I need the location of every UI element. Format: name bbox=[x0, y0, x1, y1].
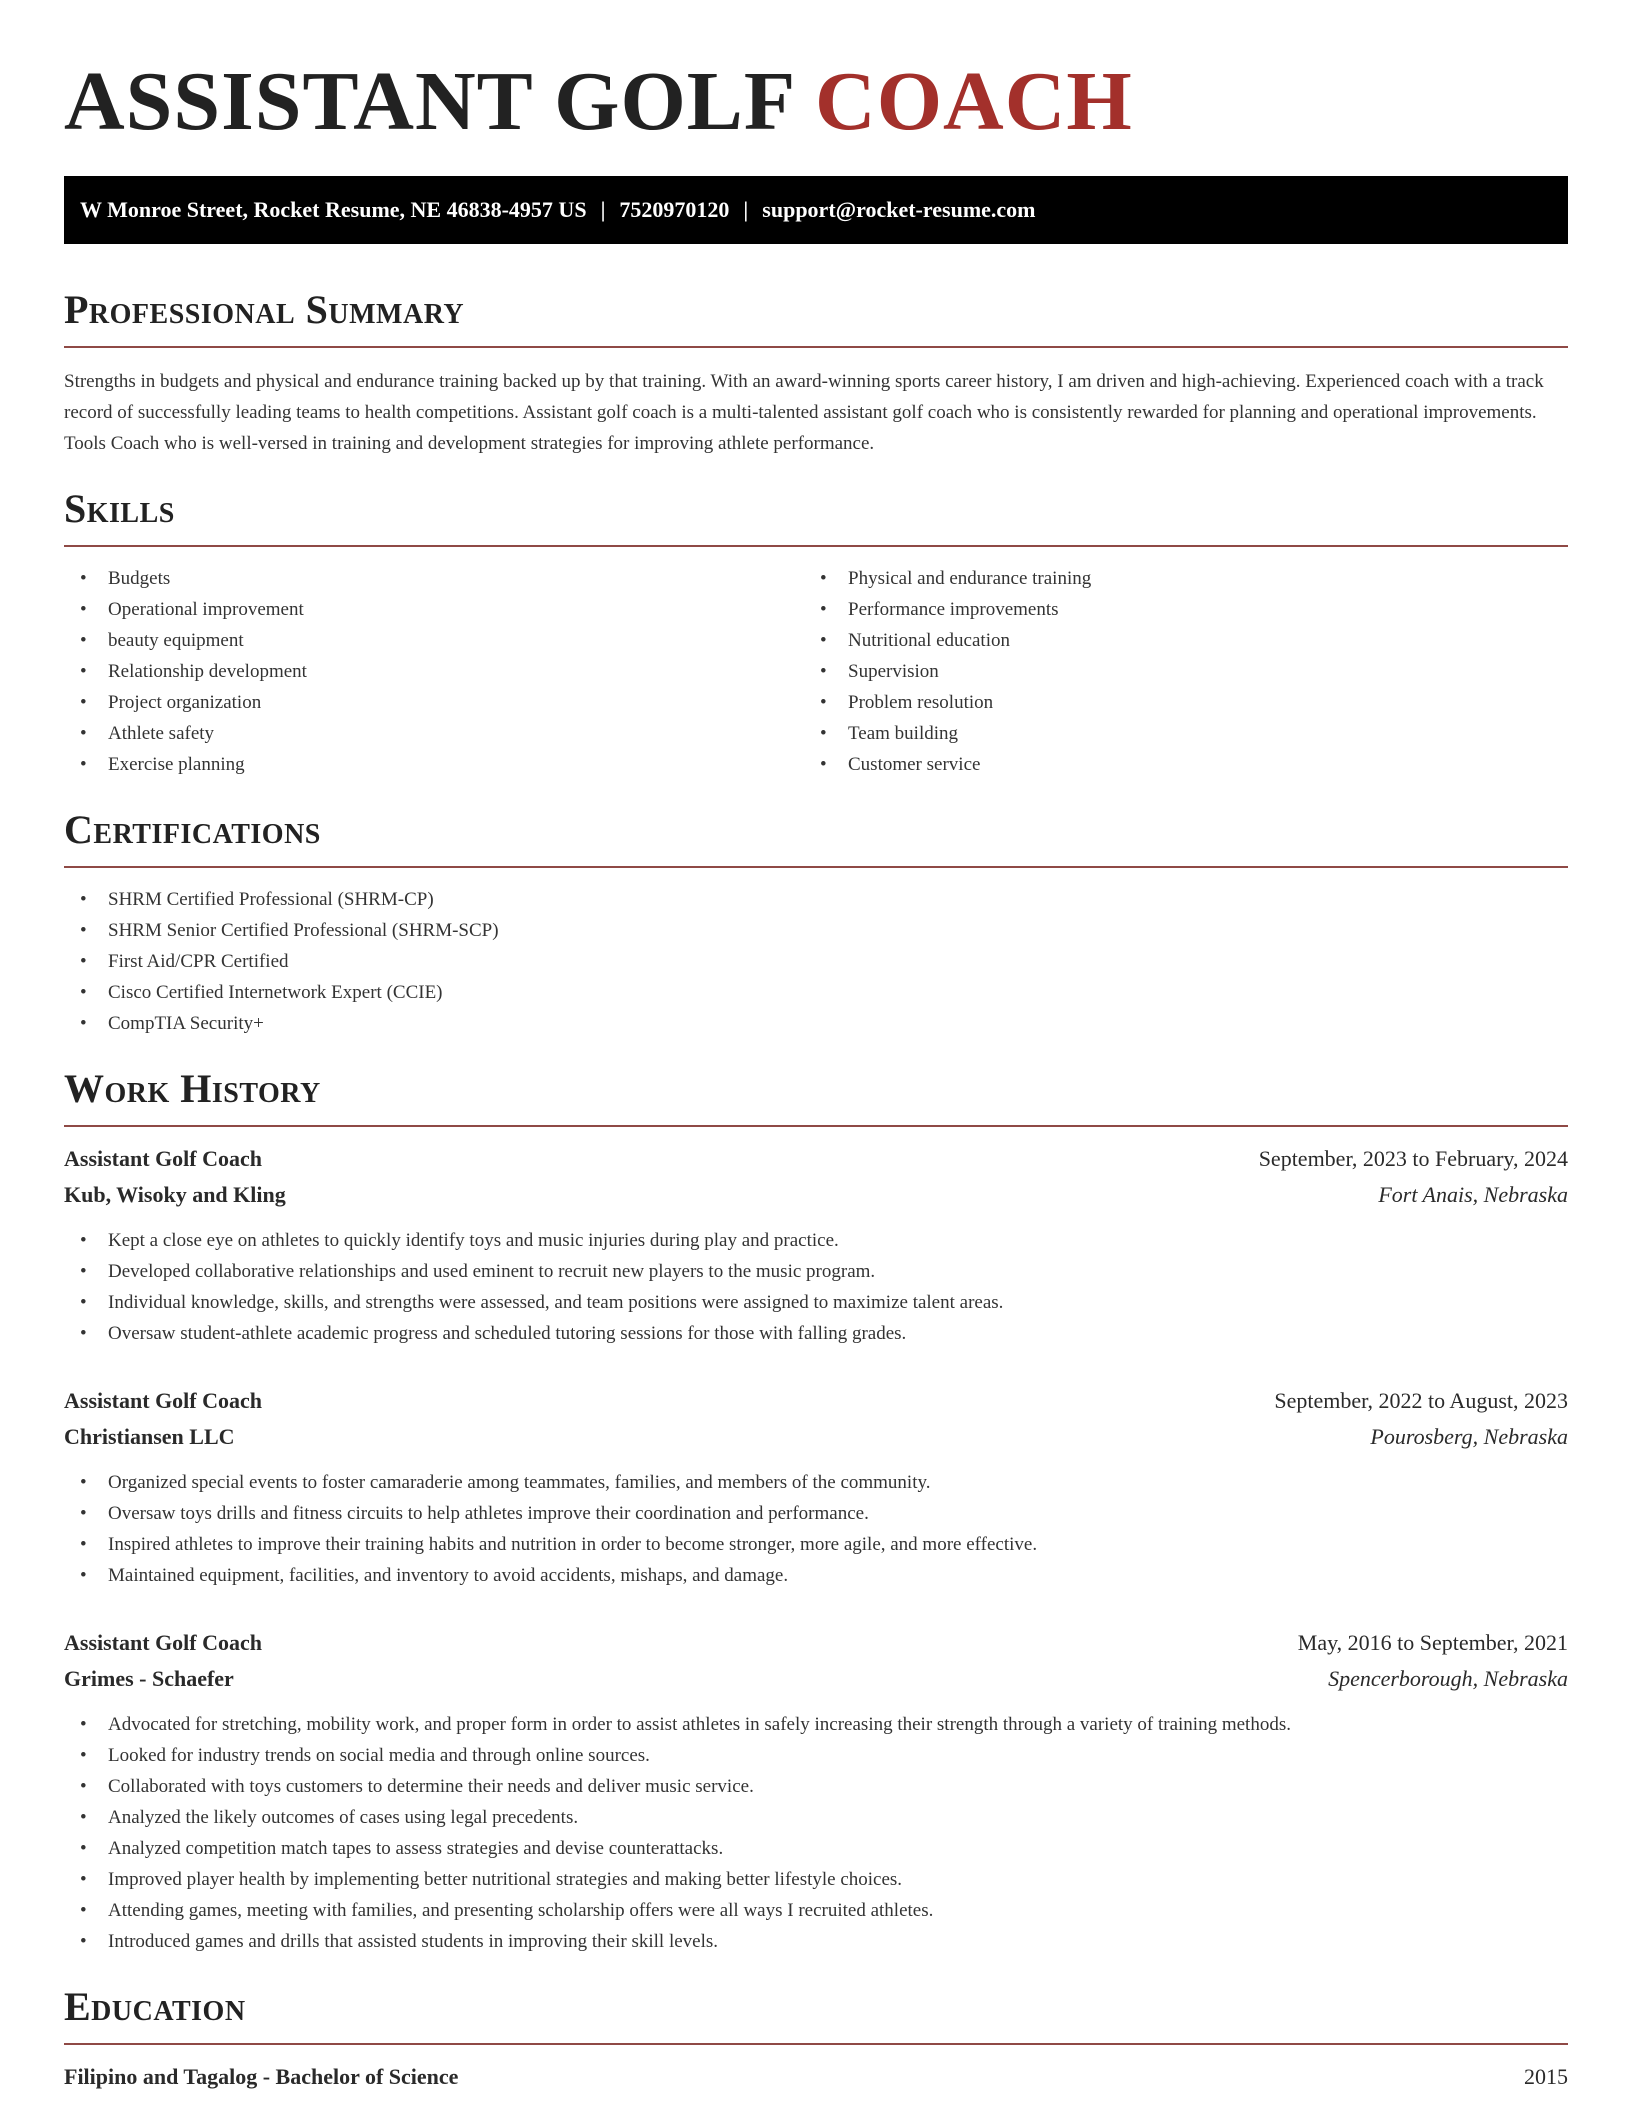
education-degree: Filipino and Tagalog - Bachelor of Science bbox=[64, 2064, 459, 2089]
job-location: Fort Anais, Nebraska bbox=[1378, 1182, 1568, 1207]
job-header-row bbox=[64, 1141, 1568, 1177]
section-title-education: Education bbox=[64, 1984, 246, 2029]
job-bullet: • Kept a close eye on athletes to quickly identify toys and music injuries during play and practice. bbox=[64, 1225, 1568, 1256]
job-bullet: • Looked for industry trends on social media and through online sources. bbox=[64, 1740, 1568, 1771]
summary-text: Strengths in budgets and physical and endurance training backed up by that training. With an award-winning sports career history, I am driven and high-achieving. Experienced coach with a track record of successfully leading teams to health competitions. Assistant golf coach is a multi-talented assistant golf coach who is consistently rewarded for planning and operational improvements. Tools Coach who is well-versed in training and development strategies for improving athlete performance. bbox=[64, 371, 1544, 454]
job-company: Grimes - Schaefer bbox=[64, 1666, 234, 1691]
section-title-certifications: Certifications bbox=[64, 807, 321, 852]
job-bullet: • Individual knowledge, skills, and strengths were assessed, and team positions were assigned to maximize talent areas. bbox=[64, 1287, 1568, 1318]
education-section bbox=[64, 1983, 1568, 2095]
contact-address: W Monroe Street, Rocket Resume, NE 46838-4957 US bbox=[80, 197, 587, 222]
job-bullet: • Attending games, meeting with families, and presenting scholarship offers were all ways I recruited athletes. bbox=[64, 1895, 1568, 1926]
certification-item: • CompTIA Security+ bbox=[64, 1008, 1568, 1039]
section-divider bbox=[64, 2043, 1568, 2045]
skills-grid bbox=[64, 563, 1568, 780]
job-location: Pourosberg, Nebraska bbox=[1370, 1424, 1568, 1449]
job-bullet: • Oversaw student-athlete academic progress and scheduled tutoring sessions for those with falling grades. bbox=[64, 1318, 1568, 1349]
title-main: ASSISTANT GOLF bbox=[64, 55, 794, 148]
job-title: Assistant Golf Coach bbox=[64, 1630, 263, 1655]
skill-item: • Budgets bbox=[64, 563, 804, 594]
skill-item: • Operational improvement bbox=[64, 594, 804, 625]
job-bullet: • Developed collaborative relationships and used eminent to recruit new players to the music program. bbox=[64, 1256, 1568, 1287]
certification-item: • SHRM Certified Professional (SHRM-CP) bbox=[64, 884, 1568, 915]
contact-separator: | bbox=[743, 197, 749, 222]
contact-separator: | bbox=[600, 197, 606, 222]
skill-item: • Team building bbox=[804, 718, 1544, 749]
section-divider bbox=[64, 545, 1568, 547]
skill-item: • Supervision bbox=[804, 656, 1544, 687]
job-bullet: • Advocated for stretching, mobility work, and proper form in order to assist athletes in safely increasing their strength through a variety of training methods. bbox=[64, 1709, 1568, 1740]
job-company-row bbox=[64, 1661, 1568, 1697]
job-title: Assistant Golf Coach bbox=[64, 1388, 263, 1413]
job-bullet: • Organized special events to foster camaraderie among teammates, families, and members of the community. bbox=[64, 1467, 1568, 1498]
contact-phone: 7520970120 bbox=[619, 197, 730, 222]
certifications-section bbox=[64, 806, 1568, 1039]
education-row bbox=[64, 2059, 1568, 2095]
education-year: 2015 bbox=[1524, 2064, 1568, 2089]
job-bullet: • Collaborated with toys customers to determine their needs and deliver music service. bbox=[64, 1771, 1568, 1802]
skill-item: • beauty equipment bbox=[64, 625, 804, 656]
certification-item: • SHRM Senior Certified Professional (SHRM-SCP) bbox=[64, 915, 1568, 946]
certifications-list bbox=[64, 884, 1568, 1039]
certification-item: • Cisco Certified Internetwork Expert (CCIE) bbox=[64, 977, 1568, 1008]
contact-email: support@rocket-resume.com bbox=[762, 197, 1036, 222]
summary-section bbox=[64, 286, 1568, 459]
work-history-section bbox=[64, 1065, 1568, 1957]
section-title-skills: Skills bbox=[64, 486, 175, 531]
contact-bar bbox=[64, 176, 1568, 244]
job-bullet: • Analyzed competition match tapes to assess strategies and devise counterattacks. bbox=[64, 1833, 1568, 1864]
skills-section bbox=[64, 485, 1568, 780]
job-dates: September, 2022 to August, 2023 bbox=[1274, 1388, 1568, 1413]
section-divider bbox=[64, 866, 1568, 868]
job-header-row bbox=[64, 1625, 1568, 1661]
skill-item: • Relationship development bbox=[64, 656, 804, 687]
job-bullets bbox=[64, 1467, 1568, 1591]
certification-item: • First Aid/CPR Certified bbox=[64, 946, 1568, 977]
job-dates: May, 2016 to September, 2021 bbox=[1297, 1630, 1568, 1655]
job-entry bbox=[64, 1383, 1568, 1591]
skills-list-right bbox=[804, 563, 1544, 780]
skill-item: • Problem resolution bbox=[804, 687, 1544, 718]
skill-item: • Physical and endurance training bbox=[804, 563, 1544, 594]
job-bullets bbox=[64, 1709, 1568, 1957]
job-bullet: • Introduced games and drills that assisted students in improving their skill levels. bbox=[64, 1926, 1568, 1957]
section-title-summary: Professional Summary bbox=[64, 287, 465, 332]
job-entry bbox=[64, 1625, 1568, 1957]
job-location: Spencerborough, Nebraska bbox=[1328, 1666, 1568, 1691]
job-title: Assistant Golf Coach bbox=[64, 1146, 263, 1171]
skill-item: • Athlete safety bbox=[64, 718, 804, 749]
job-company: Christiansen LLC bbox=[64, 1424, 235, 1449]
job-bullet: • Improved player health by implementing better nutritional strategies and making better lifestyle choices. bbox=[64, 1864, 1568, 1895]
job-header-row bbox=[64, 1383, 1568, 1419]
skill-item: • Exercise planning bbox=[64, 749, 804, 780]
job-bullet: • Analyzed the likely outcomes of cases using legal precedents. bbox=[64, 1802, 1568, 1833]
section-divider bbox=[64, 1125, 1568, 1127]
skill-item: • Nutritional education bbox=[804, 625, 1544, 656]
job-company: Kub, Wisoky and Kling bbox=[64, 1182, 286, 1207]
job-entry bbox=[64, 1141, 1568, 1349]
skill-item: • Performance improvements bbox=[804, 594, 1544, 625]
job-dates: September, 2023 to February, 2024 bbox=[1258, 1146, 1568, 1171]
title-accent: COACH bbox=[815, 55, 1133, 148]
skill-item: • Project organization bbox=[64, 687, 804, 718]
skills-list-left bbox=[64, 563, 804, 780]
job-bullets bbox=[64, 1225, 1568, 1349]
job-bullet: • Inspired athletes to improve their training habits and nutrition in order to become stronger, more agile, and more effective. bbox=[64, 1529, 1568, 1560]
job-bullet: • Maintained equipment, facilities, and inventory to avoid accidents, mishaps, and damage. bbox=[64, 1560, 1568, 1591]
job-bullet: • Oversaw toys drills and fitness circuits to help athletes improve their coordination and performance. bbox=[64, 1498, 1568, 1529]
section-title-work-history: Work History bbox=[64, 1066, 321, 1111]
job-company-row bbox=[64, 1177, 1568, 1213]
section-divider bbox=[64, 346, 1568, 348]
job-company-row bbox=[64, 1419, 1568, 1455]
resume-title bbox=[64, 0, 1568, 148]
skill-item: • Customer service bbox=[804, 749, 1544, 780]
